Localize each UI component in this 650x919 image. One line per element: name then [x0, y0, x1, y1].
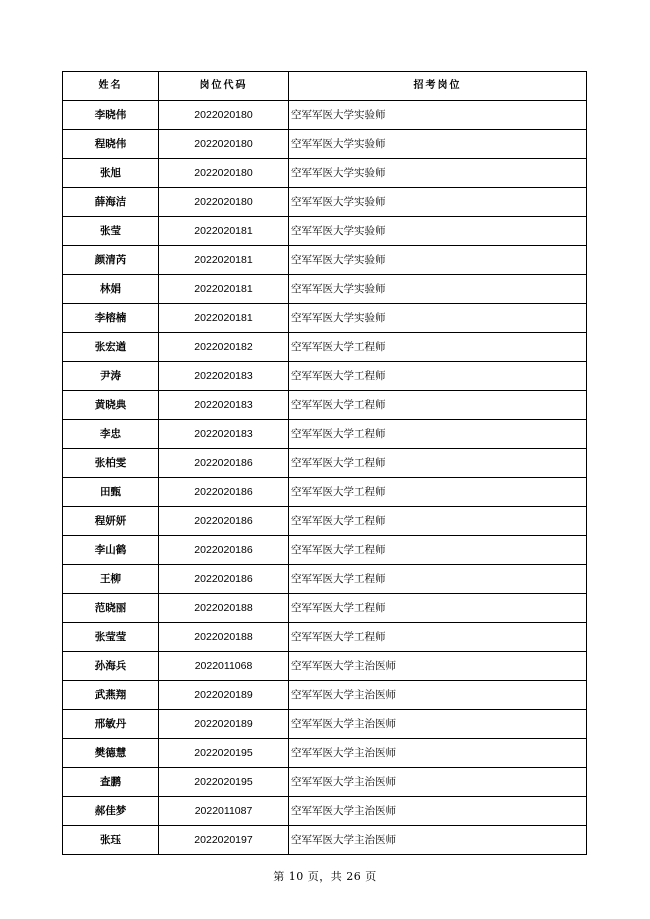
position-code-cell: 2022020181	[159, 275, 289, 304]
candidate-name-cell: 范晓丽	[63, 594, 159, 623]
table-header	[63, 72, 587, 101]
candidate-name-cell: 颜清芮	[63, 246, 159, 275]
position-code-cell: 2022020186	[159, 507, 289, 536]
candidate-name-cell: 张珏	[63, 826, 159, 855]
footer-prefix: 第	[273, 870, 285, 883]
table-row	[63, 710, 587, 739]
position-title-cell: 空军军医大学工程师	[289, 333, 587, 362]
position-code-cell: 2022020180	[159, 159, 289, 188]
table-row	[63, 217, 587, 246]
candidate-name-cell: 张宏遒	[63, 333, 159, 362]
position-title-cell: 空军军医大学工程师	[289, 507, 587, 536]
table-row	[63, 159, 587, 188]
position-title-cell: 空军军医大学工程师	[289, 391, 587, 420]
candidate-name-cell: 邢敏丹	[63, 710, 159, 739]
candidate-name-cell: 查鹏	[63, 768, 159, 797]
candidate-name-cell: 郝佳梦	[63, 797, 159, 826]
table-row	[63, 478, 587, 507]
position-title-cell: 空军军医大学实验师	[289, 246, 587, 275]
position-title-cell: 空军军医大学工程师	[289, 565, 587, 594]
candidate-name-cell: 孙海兵	[63, 652, 159, 681]
position-code-cell: 2022020181	[159, 304, 289, 333]
position-title-cell: 空军军医大学工程师	[289, 478, 587, 507]
position-code-cell: 2022020186	[159, 565, 289, 594]
position-code-cell: 2022020181	[159, 246, 289, 275]
position-title-cell: 空军军医大学主治医师	[289, 797, 587, 826]
candidate-name-cell: 李晓伟	[63, 101, 159, 130]
position-code-cell: 2022011068	[159, 652, 289, 681]
table-row	[63, 565, 587, 594]
position-title-cell: 空军军医大学主治医师	[289, 768, 587, 797]
footer-middle: 页，共	[307, 870, 343, 883]
position-code-cell: 2022020183	[159, 420, 289, 449]
position-title-cell: 空军军医大学实验师	[289, 130, 587, 159]
position-title-cell: 空军军医大学工程师	[289, 362, 587, 391]
position-title-cell: 空军军医大学工程师	[289, 420, 587, 449]
table-row	[63, 333, 587, 362]
position-code-cell: 2022020189	[159, 710, 289, 739]
position-title-cell: 空军军医大学实验师	[289, 275, 587, 304]
position-code-cell: 2022020188	[159, 594, 289, 623]
current-page-number: 10	[288, 870, 304, 883]
candidate-name-cell: 樊德慧	[63, 739, 159, 768]
position-code-cell: 2022020180	[159, 130, 289, 159]
table-row	[63, 362, 587, 391]
table-row	[63, 536, 587, 565]
footer-suffix: 页	[365, 870, 377, 883]
position-title-cell: 空军军医大学实验师	[289, 217, 587, 246]
position-code-cell: 2022020180	[159, 101, 289, 130]
position-title-cell: 空军军医大学工程师	[289, 449, 587, 478]
candidate-name-cell: 李山鹤	[63, 536, 159, 565]
table-row	[63, 275, 587, 304]
table-row	[63, 768, 587, 797]
page-footer	[0, 868, 650, 884]
position-title-cell: 空军军医大学主治医师	[289, 681, 587, 710]
position-code-cell: 2022020189	[159, 681, 289, 710]
position-title-cell: 空军军医大学实验师	[289, 304, 587, 333]
position-title-cell: 空军军医大学实验师	[289, 159, 587, 188]
header-row	[63, 72, 587, 101]
position-title-cell: 空军军医大学主治医师	[289, 710, 587, 739]
position-code-cell: 2022020181	[159, 217, 289, 246]
position-title-cell: 空军军医大学工程师	[289, 623, 587, 652]
candidate-name-cell: 张柏雯	[63, 449, 159, 478]
position-code-cell: 2022020188	[159, 623, 289, 652]
candidate-name-cell: 王柳	[63, 565, 159, 594]
table-row	[63, 420, 587, 449]
candidate-table	[62, 71, 587, 855]
candidate-name-cell: 张莹莹	[63, 623, 159, 652]
position-code-cell: 2022020197	[159, 826, 289, 855]
candidate-name-cell: 黄晓典	[63, 391, 159, 420]
table-row	[63, 101, 587, 130]
candidate-name-cell: 武燕翔	[63, 681, 159, 710]
table-row	[63, 623, 587, 652]
header-name: 姓名	[63, 72, 159, 101]
candidate-name-cell: 林娟	[63, 275, 159, 304]
position-code-cell: 2022020183	[159, 391, 289, 420]
position-title-cell: 空军军医大学工程师	[289, 536, 587, 565]
table-row	[63, 681, 587, 710]
candidate-name-cell: 尹涛	[63, 362, 159, 391]
position-code-cell: 2022020195	[159, 768, 289, 797]
table-row	[63, 652, 587, 681]
table-row	[63, 188, 587, 217]
table-row	[63, 826, 587, 855]
position-code-cell: 2022020186	[159, 536, 289, 565]
position-title-cell: 空军军医大学主治医师	[289, 652, 587, 681]
position-code-cell: 2022020186	[159, 449, 289, 478]
table-row	[63, 449, 587, 478]
table-row	[63, 739, 587, 768]
table-row	[63, 594, 587, 623]
table-row	[63, 246, 587, 275]
position-code-cell: 2022020182	[159, 333, 289, 362]
position-code-cell: 2022020180	[159, 188, 289, 217]
candidate-name-cell: 李榕楠	[63, 304, 159, 333]
table-row	[63, 507, 587, 536]
table-body	[63, 101, 587, 855]
table-row	[63, 130, 587, 159]
candidate-name-cell: 程晓伟	[63, 130, 159, 159]
position-title-cell: 空军军医大学实验师	[289, 188, 587, 217]
position-title-cell: 空军军医大学主治医师	[289, 826, 587, 855]
table-row	[63, 391, 587, 420]
position-title-cell: 空军军医大学工程师	[289, 594, 587, 623]
position-code-cell: 2022020195	[159, 739, 289, 768]
candidate-name-cell: 张莹	[63, 217, 159, 246]
position-code-cell: 2022020186	[159, 478, 289, 507]
candidate-name-cell: 程妍妍	[63, 507, 159, 536]
total-page-number: 26	[346, 870, 362, 883]
table-row	[63, 797, 587, 826]
candidate-name-cell: 田甄	[63, 478, 159, 507]
table-row	[63, 304, 587, 333]
position-code-cell: 2022020183	[159, 362, 289, 391]
position-title-cell: 空军军医大学主治医师	[289, 739, 587, 768]
header-position: 招考岗位	[289, 72, 587, 101]
candidate-name-cell: 李忠	[63, 420, 159, 449]
candidate-name-cell: 薛海洁	[63, 188, 159, 217]
header-code: 岗位代码	[159, 72, 289, 101]
candidate-name-cell: 张旭	[63, 159, 159, 188]
position-code-cell: 2022011087	[159, 797, 289, 826]
position-title-cell: 空军军医大学实验师	[289, 101, 587, 130]
